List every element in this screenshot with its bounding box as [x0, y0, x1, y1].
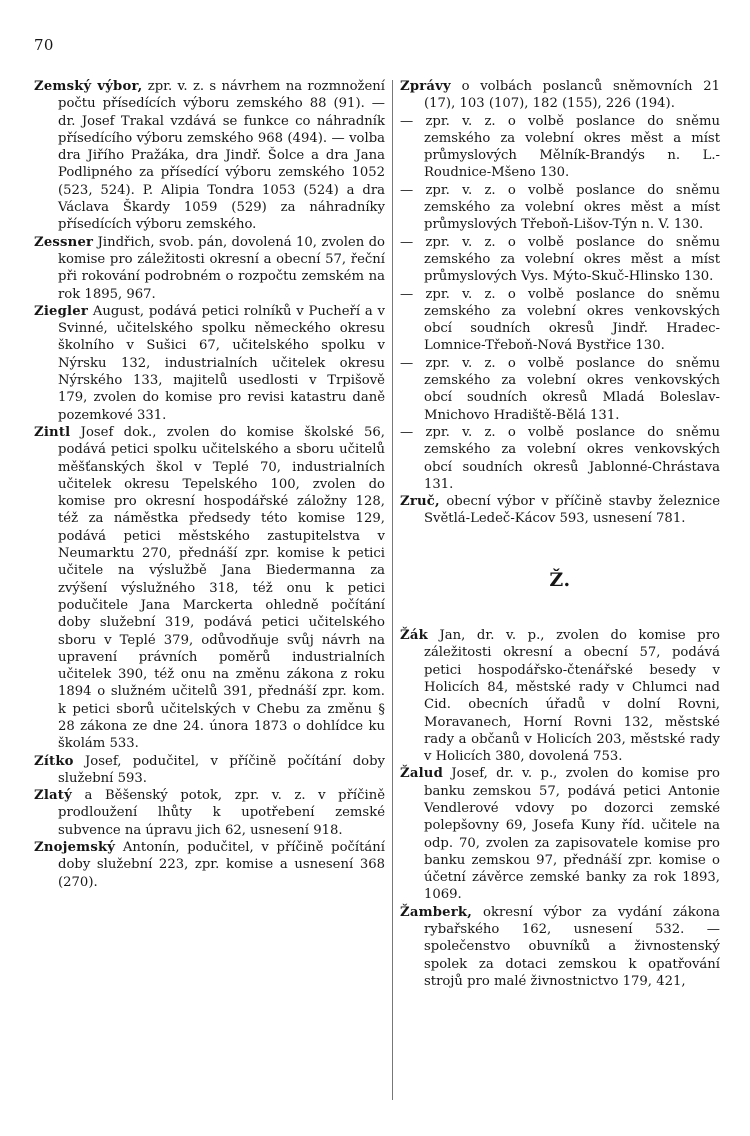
- entry-dash: —: [400, 113, 414, 129]
- entry-zamberk: [400, 904, 720, 990]
- entry-dash: —: [400, 355, 414, 371]
- entry-dash: —: [400, 182, 414, 198]
- entry-zpravy-sub: [400, 234, 720, 286]
- entry-text: zpr. v. z. o volbě poslance do sněmu zemského za volební okres měst a míst průmyslových Třeboň-Lišov-Týn n. V. 130.: [424, 182, 720, 233]
- entry-zemsky-vybor: [34, 78, 385, 234]
- entry-headword: Žamberk,: [400, 904, 473, 920]
- entry-text: zpr. v. z. o volbě poslance do sněmu zemského za volební okres venkovských obcí soudních okresů Jablonné-Chrástava 131.: [424, 424, 720, 492]
- entry-text: obecní výbor v příčině stavby železnice Světlá-Ledeč-Kácov 593, usnesení 781.: [424, 494, 720, 527]
- entry-headword: Znojemský: [34, 840, 116, 856]
- entry-zruc: [400, 493, 720, 528]
- entry-zitko: [34, 753, 385, 788]
- entry-text: Jindřich, svob. pán, dovolená 10, zvolen do komise pro záležitosti okresní a obecní 57, řeční při rokování podrobném o rozpočtu zemském na rok 1895, 967.: [58, 234, 385, 302]
- entry-headword: Zítko: [34, 753, 74, 769]
- entry-zlaty: [34, 787, 385, 839]
- entry-headword: Zruč,: [400, 494, 440, 510]
- entry-headword: Žalud: [400, 766, 443, 782]
- entry-headword: Zessner: [34, 234, 94, 250]
- section-letter-heading: Ž.: [549, 568, 571, 591]
- entry-text: a Běšenský potok, zpr. v. z. v příčině prodloužení lhůty k upotřebení zemské subvence na úpravu jich 62, usnesení 918.: [58, 788, 385, 838]
- entry-znojemsky: [34, 839, 385, 891]
- entry-text: Josef dok., zvolen do komise školské 56, podává petici spolku učitelského a sboru učitelů měšťanských škol v Teplé 70, industrialních učitelek okresu Tepelského 100, zvolen do komise pro okresní hospodářské záložny 128, též za náměstka předsedy této komise 129, podává petici městského zastupitelstva v Neumarktu 270, přednáší zpr. komise k petici učitele na výslužbě Jana Biedermanna za zvýšení výslužného 318, též onu k petici podučitele Jana Marckerta ohledně počítání doby služební 319, podává petici učitelského sboru v Teplé 379, odůvodňuje svůj návrh na upravení právních poměrů industrialních učitelek 390, též onu na změnu zákona z roku 1894 o služném učitelů 391, přednáší zpr. kom. k petici sborů učitelských v Chebu za změnu § 28 zákona ze dne 24. února 1873 o dohlídce ku školám 533.: [58, 424, 385, 752]
- entry-dash: —: [400, 424, 414, 440]
- entry-headword: Zintl: [34, 424, 71, 440]
- entry-zpravy-sub: [400, 182, 720, 234]
- entry-zalud: [400, 765, 720, 903]
- entry-zpravy-sub: [400, 355, 720, 424]
- entry-text: zpr. v. z. o volbě poslance do sněmu zemského za volební okres měst a míst průmyslových Vys. Mýto-Skuč-Hlinsko 130.: [424, 234, 720, 285]
- entry-text: okresní výbor za vydání zákona rybařského 162, usnesení 532. — společenstvo obuvníků a živnostenský spolek za dotaci zemskou k opatřování strojů pro malé živnostnictvo 179, 421,: [424, 904, 720, 989]
- entry-zessner: [34, 234, 385, 303]
- entry-headword: Zlatý: [34, 788, 72, 804]
- entry-zpravy-sub: [400, 286, 720, 355]
- page-number: 70: [34, 36, 54, 54]
- entry-headword: Zprávy: [400, 79, 451, 94]
- entry-zak: [400, 627, 720, 765]
- entry-text: o volbách poslanců sněmovních 21 (17), 103 (107), 182 (155), 226 (194).: [424, 79, 720, 112]
- entry-headword: Ziegler: [34, 303, 88, 319]
- entry-text: Josef, dr. v. p., zvolen do komise pro banku zemskou 57, podává petici Antonie Vendlerové vdovy po dozorci zemské polepšovny 69, Josefa Kuny říd. učitele na odp. 70, zvolen za zapisovatele komise pro banku zemskou 97, přednáší zpr. komise o účetní závěrce zemské banky za rok 1893, 1069.: [424, 766, 720, 903]
- column-divider: [392, 80, 393, 1100]
- left-column: [34, 78, 385, 891]
- entry-zpravy: [400, 78, 720, 113]
- entry-headword: Žák: [400, 628, 428, 644]
- entry-text: zpr. v. z. o volbě poslance do sněmu zemského za volební okres venkovských obcí soudních okresů Mladá Boleslav-Mnichovo Hradiště-Bělá 131.: [424, 355, 720, 423]
- entry-text: zpr. v. z. o volbě poslance do sněmu zemského za volební okres venkovských obcí soudních okresů Jindř. Hradec-Lomnice-Třeboň-Nová Bystřice 130.: [424, 286, 720, 354]
- entry-text: zpr. v. z. o volbě poslance do sněmu zemského za volební okres měst a míst průmyslových Mělník-Brandýs n. L.-Roudnice-Mšeno 130.: [424, 113, 720, 181]
- entry-text: August, podává petici rolníků v Pucheří a v Svinné, učitelského spolku německého okresu školního v Sušici 67, učitelského spolku v Nýrsku 132, industrialních učitelek okresu Nýrského 133, majitelů usedlosti v Trpišově 179, zvolen do komise pro revisi katastru daně pozemkové 331.: [58, 303, 385, 423]
- right-column: [400, 78, 720, 990]
- entry-text: zpr. v. z. s návrhem na rozmnožení počtu přísedících výboru zemského 88 (91). — dr. Josef Trakal vzdává se funkce co náhradník přísedícího výboru zemského 968 (494). — volba dra Jiřího Pražáka, dra Jindř. Šolce a dra Jana Podlipného za přísedící výboru zemského 1052 (523, 524). P. Alipia Tondra 1053 (524) a dra Václava Škardy 1059 (529) za náhradníky přísedících výboru zemského.: [58, 79, 385, 233]
- entry-zintl: [34, 424, 385, 753]
- entry-text: Antonín, podučitel, v příčině počítání doby služební 223, zpr. komise a usnesení 368 (270).: [58, 840, 385, 890]
- entry-zpravy-sub: [400, 424, 720, 493]
- entry-zpravy-sub: [400, 113, 720, 182]
- entry-text: Jan, dr. v. p., zvolen do komise pro záležitosti okresní a obecní 57, podává petici hospodářsko-čtenářské besedy v Holicích 84, městské rady v Chlumci nad Cid. obecních úřadů v dolní Rovni, Moravanech, Horní Rovni 132, městské rady a občanů v Holicích 203, městské rady v Holicích 380, dovolená 753.: [424, 628, 720, 765]
- entry-headword: Zemský výbor,: [34, 79, 143, 94]
- entry-dash: —: [400, 286, 414, 302]
- entry-dash: —: [400, 234, 414, 250]
- entry-ziegler: [34, 303, 385, 424]
- entry-text: Josef, podučitel, v příčině počítání doby služební 593.: [58, 753, 385, 786]
